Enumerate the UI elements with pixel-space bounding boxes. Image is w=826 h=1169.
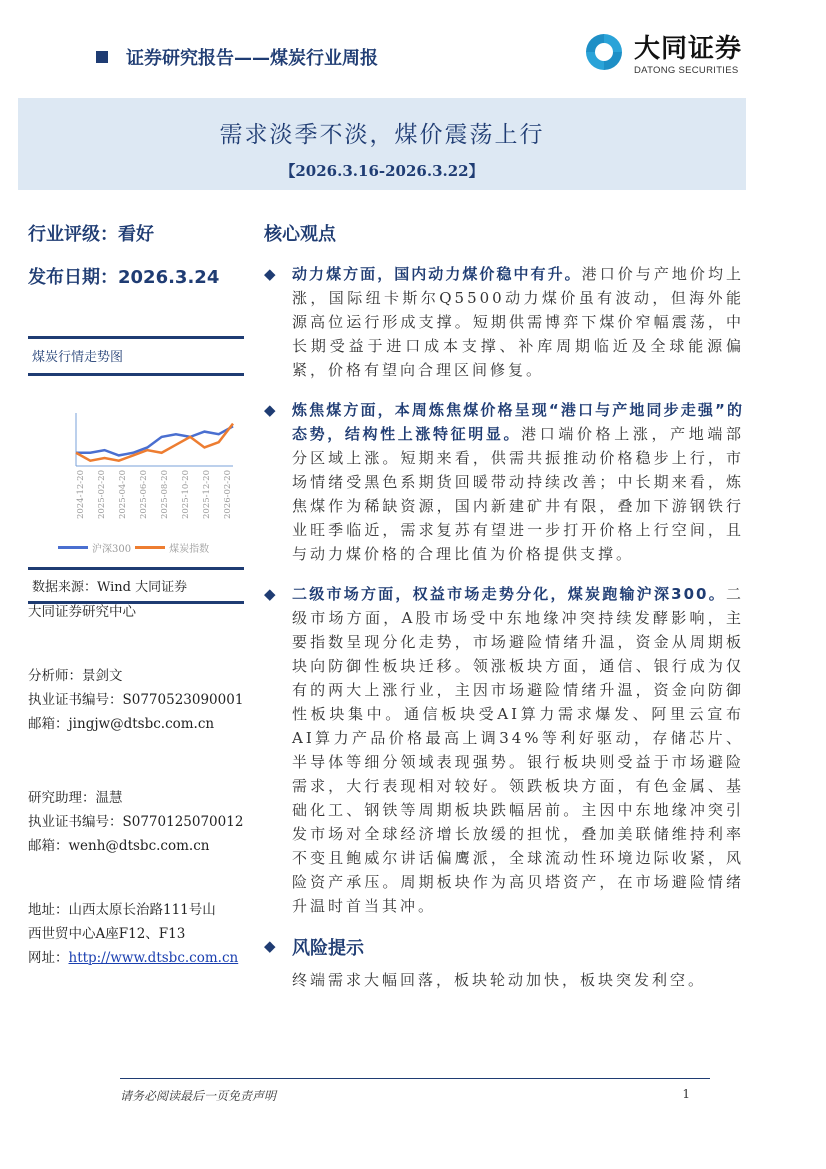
x-tick-label: 2025-02-20	[97, 470, 107, 520]
x-tick-label: 2025-06-20	[139, 470, 149, 520]
x-tick-label: 2026-02-20	[223, 470, 233, 520]
industry-rating: 行业评级：看好	[28, 224, 154, 245]
bullet-thermal-coal	[264, 262, 744, 382]
bullet-coking-coal	[264, 398, 744, 566]
chart-title: 煤炭行情走势图	[32, 350, 124, 365]
report-type-text: 证券研究报告——煤炭行业周报	[126, 48, 378, 69]
page-number: 1	[682, 1087, 690, 1101]
legend-swatch-hs300	[58, 546, 88, 549]
x-tick-label: 2025-10-20	[181, 470, 191, 520]
disclaimer: 请务必阅读最后一页免责声明	[120, 1089, 277, 1103]
legend-swatch-coal	[135, 546, 165, 549]
analyst-cert: 执业证书编号：S0770523090001	[28, 692, 244, 708]
bullet-body: 二级市场方面，A股市场受中东地缘冲突持续发酵影响，主要指数呈现分化走势，市场避险情绪升温，资金从周期板块向防御性板块迁移。领涨板块方面，通信、银行成为仅有的两大上涨行业，主因市场避险情绪升温，资金向防御性板块集中。通信板块受AI算力需求爆发、阿里云宣布AI算力产品价格最高上调34%等利好驱动，存储芯片、半导体等细分领域表现强势。银行板块则受益于市场避险需求，大行表现相对较好。领跌板块方面，有色金属、基础化工、钢铁等周期板块跌幅居前。主因中东地缘冲突引发市场对全球经济增长放缓的担忧，叠加美联储维持利率不变且鲍威尔讲话偏鹰派，全球流动性环境边际收紧，风险资产承压。周期板块作为高贝塔资产，在市场避险情绪升温时首当其冲。	[292, 585, 744, 915]
chart-source: 数据来源：Wind 大同证券	[32, 580, 188, 595]
trend-chart	[28, 376, 244, 536]
title-band	[18, 98, 746, 190]
risk-body: 终端需求大幅回落，板块轮动加快，板块突发利空。	[292, 971, 707, 989]
core-views-heading: 核心观点	[264, 224, 336, 245]
sidebar	[28, 220, 246, 289]
bullet-lead: 动力煤方面，国内动力煤价稳中有升。	[292, 265, 582, 283]
risk-section	[264, 934, 744, 992]
x-tick-label: 2025-08-20	[160, 470, 170, 520]
date-range: 【2026.3.16-2026.3.22】	[280, 162, 484, 180]
assistant-name: 研究助理：温慧	[28, 790, 123, 806]
analyst-info	[28, 664, 243, 736]
bullet-lead: 炼焦煤方面，本周炼焦煤价格呈现“港口与产地同步走强”的态势，结构性上涨特征明显。	[292, 401, 744, 443]
address-info	[28, 898, 238, 970]
diamond-icon: ◆	[264, 401, 276, 419]
diamond-icon: ◆	[264, 937, 276, 955]
x-tick-label: 2025-12-20	[202, 470, 212, 520]
company-logo	[582, 28, 742, 76]
x-tick-label: 2025-04-20	[118, 470, 128, 520]
bullet-body: 港口价与产地价均上涨，国际纽卡斯尔Q5500动力煤价虽有波动，但海外能源高位运行形成支撑。短期供需博弈下煤价窄幅震荡，中长期受益于进口成本支撑、补库周期临近及全球能源偏紧，价格有望向合理区间修复。	[292, 265, 744, 379]
assistant-cert: 执业证书编号：S0770125070012	[28, 814, 244, 830]
analyst-email: 邮箱：jingjw@dtsbc.com.cn	[28, 716, 215, 732]
logo-mark-icon	[582, 30, 626, 74]
website-label: 网址：	[28, 950, 69, 966]
x-tick-label: 2024-12-20	[76, 470, 86, 520]
diamond-icon: ◆	[264, 265, 276, 283]
analyst-name: 分析师：景剑文	[28, 668, 123, 684]
publish-date: 发布日期：2026.3.24	[28, 267, 220, 288]
logo-text-cn: 大同证券	[634, 34, 743, 64]
square-icon	[96, 51, 108, 63]
diamond-icon: ◆	[264, 585, 276, 603]
bullet-lead: 二级市场方面，权益市场走势分化，煤炭跑输沪深300。	[292, 585, 726, 603]
website-link[interactable]: http://www.dtsbc.com.cn	[68, 950, 239, 966]
assistant-info	[28, 786, 243, 858]
risk-heading: 风险提示	[292, 938, 364, 959]
logo-text-en: DATONG SECURITIES	[634, 65, 739, 76]
address-line1: 地址：山西太原长治路111号山	[28, 902, 216, 918]
chart-box	[28, 336, 244, 604]
legend-coal: 煤炭指数	[169, 544, 210, 555]
report-type-title	[96, 44, 378, 70]
assistant-email: 邮箱：wenh@dtsbc.com.cn	[28, 838, 210, 854]
main-column	[264, 220, 744, 1008]
bullet-body: 港口端价格上涨，产地端部分区域上涨。短期来看，供需共振推动价格稳步上行，市场情绪受黑色系期货回暖带动持续改善；中长期来看，炼焦煤作为稀缺资源，国内新建矿井有限，叠加下游钢铁行业旺季临近，需求复苏有望进一步打开价格上行空间，且与动力煤价格的合理比值为价格提供支撑。	[292, 425, 744, 563]
address-line2: 西世贸中心A座F12、F13	[28, 926, 186, 942]
bullet-secondary-market	[264, 582, 744, 918]
legend-hs300: 沪深300	[92, 544, 132, 555]
report-title: 需求淡季不淡，煤价震荡上行	[219, 122, 545, 148]
research-center: 大同证券研究中心	[28, 604, 136, 620]
footer	[120, 1078, 710, 1104]
